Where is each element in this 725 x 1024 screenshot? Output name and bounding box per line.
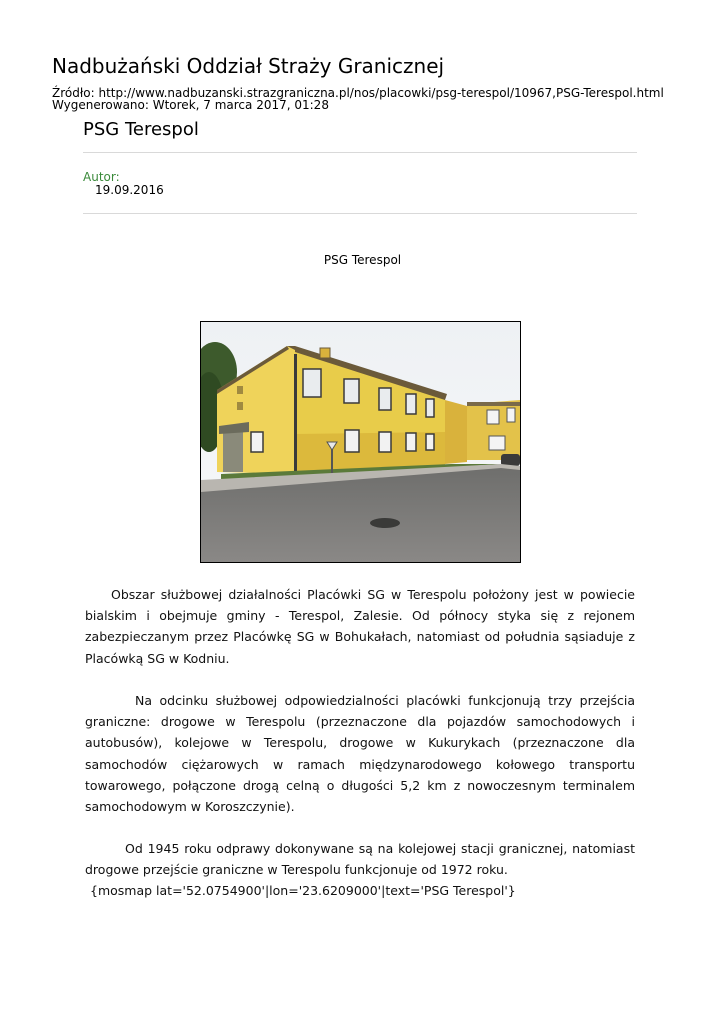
- generated-date: Wygenerowano: Wtorek, 7 marca 2017, 01:28: [52, 98, 329, 112]
- paragraph-text: Obszar służbowej działalności Placówki SG w Terespolu położony jest w powiecie bialskim i obejmuje gminy - Terespol, Zalesie. Od północy styka się z rejonem zabezpieczanym przez Placówkę SG w Bohukałach, natomiast od południa sąsiaduje z Placówką SG w Kodniu.: [85, 587, 635, 666]
- paragraph-2: [85, 690, 635, 817]
- divider: [83, 152, 637, 153]
- article-title: PSG Terespol: [83, 119, 199, 140]
- mosmap-tag: {mosmap lat='52.0754900'|lon='23.6209000'|text='PSG Terespol'}: [90, 883, 516, 898]
- article-date: 19.09.2016: [95, 183, 164, 197]
- building-photo: [200, 321, 521, 563]
- site-title: Nadbużański Oddział Straży Granicznej: [52, 54, 445, 78]
- paragraph-1: [85, 584, 635, 669]
- paragraph-3: [85, 838, 635, 880]
- source-url: Źródło: http://www.nadbuzanski.strazgraniczna.pl/nos/placowki/psg-terespol/10967,PSG-Terespol.html: [52, 86, 664, 100]
- paragraph-text: Od 1945 roku odprawy dokonywane są na kolejowej stacji granicznej, natomiast drogowe przejście graniczne w Terespolu funkcjonuje od 1972 roku.: [85, 841, 635, 878]
- divider: [83, 213, 637, 214]
- article-subtitle: PSG Terespol: [323, 253, 402, 267]
- document-meta: [52, 87, 664, 111]
- author-label: Autor:: [83, 170, 120, 184]
- paragraph-text: Na odcinku służbowej odpowiedzialności placówki funkcjonują trzy przejścia graniczne: drogowe w Terespolu (przeznaczone dla pojazdów samochodowych i autobusów), kolejowe w Terespolu, drogowe w Kukurykach (przeznaczone dla samochodów ciężarowych w ramach międzynarodowego kołowego transportu towarowego, połączone drogą celną o długości 5,2 km z nowoczesnym terminalem samochodowym w Koroszczynie).: [85, 693, 635, 815]
